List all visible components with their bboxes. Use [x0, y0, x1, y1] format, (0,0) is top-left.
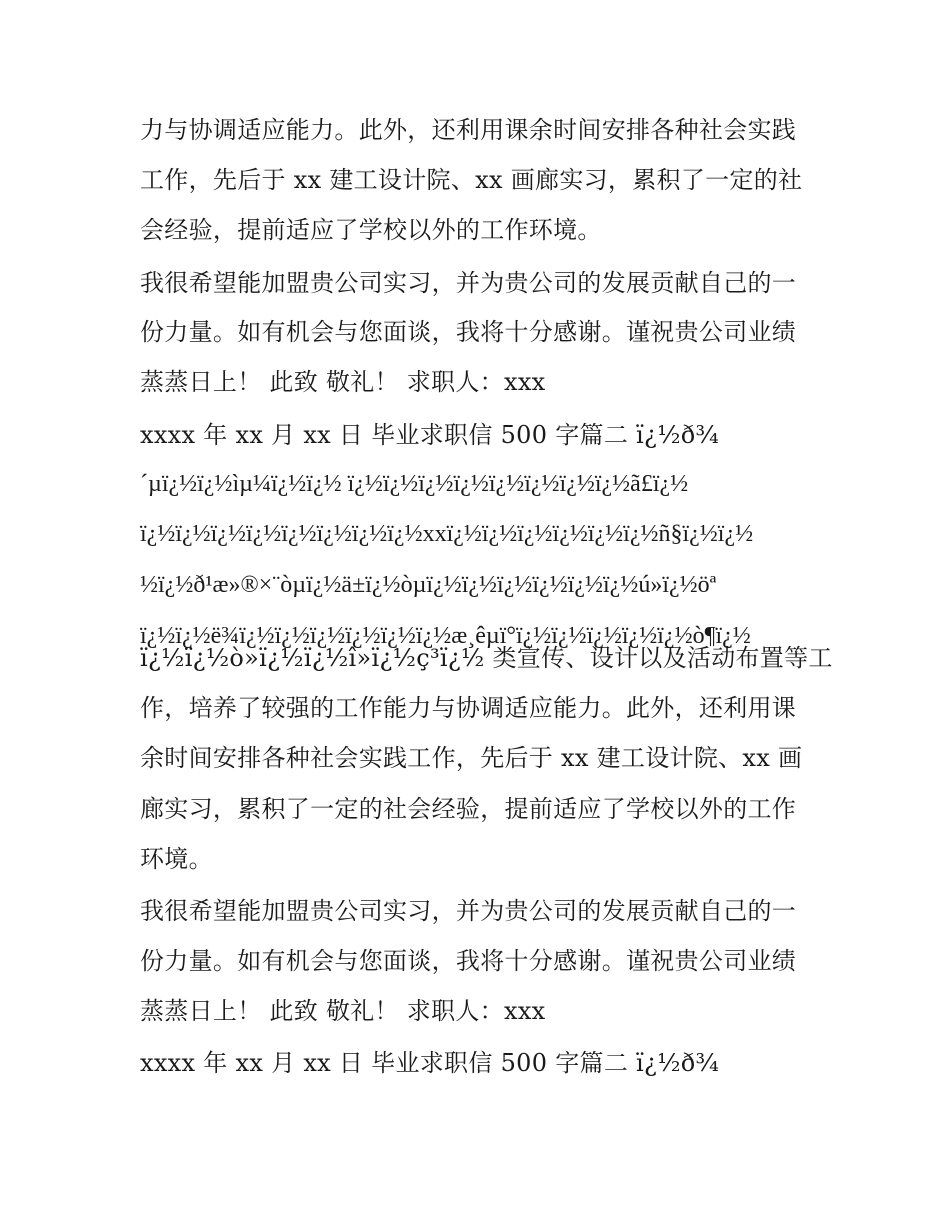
- garbled-text-line: ï¿½ï¿½ï¿½ï¿½ï¿½ï¿½ï¿½ï¿½xxï¿½ï¿½ï¿½ï¿½ï¿½ï¿½ñ§ï¿½ï¿½: [140, 521, 754, 547]
- text-line: 我很希望能加盟贵公司实习，并为贵公司的发展贡献自己的一: [140, 897, 797, 925]
- text-line: 工作，先后于 xx 建工设计院、xx 画廊实习，累积了一定的社: [140, 166, 803, 194]
- text-line: 会经验，提前适应了学校以外的工作环境。: [140, 216, 602, 244]
- text-line: 份力量。如有机会与您面谈，我将十分感谢。谨祝贵公司业绩: [140, 318, 797, 346]
- text-line: 廊实习，累积了一定的社会经验，提前适应了学校以外的工作: [140, 795, 797, 823]
- text-line: xxxx 年 xx 月 xx 日 毕业求职信 500 字篇二 ï¿½ð¾: [140, 421, 720, 449]
- text-line: 余时间安排各种社会实践工作，先后于 xx 建工设计院、xx 画: [140, 744, 803, 772]
- text-line: 我很希望能加盟贵公司实习，并为贵公司的发展贡献自己的一: [140, 269, 797, 297]
- text-line: 环境。: [140, 845, 213, 873]
- garbled-text-line: ´µï¿½ï¿½ìµ¼ï¿½ï¿½ ï¿½ï¿½ï¿½ï¿½ï¿½ï¿½ï¿½ï¿½ã£ï¿½: [140, 471, 689, 497]
- text-line: 作，培养了较强的工作能力与协调适应能力。此外，还利用课: [140, 694, 797, 722]
- garbled-text-line: ½ï¿½ð¹æ»®×¨òµï¿½ä±ï¿½òµï¿½ï¿½ï¿½ï¿½ï¿½ï¿½ú»ï¿½öª: [140, 572, 717, 598]
- text-line: 蒸蒸日上！ 此致 敬礼！ 求职人：xxx: [140, 997, 546, 1025]
- text-line: 蒸蒸日上！ 此致 敬礼！ 求职人：xxx: [140, 368, 546, 396]
- text-line: ï¿½ï¿½ò»ï¿½ï¿½î»ï¿½ç³ï¿½ 类宣传、设计以及活动布置等工: [140, 644, 833, 672]
- garbled-text-line: ï¿½ï¿½ë¾ï¿½ï¿½ï¿½ï¿½ï¿½ï¿½æ¸êµï°ï¿½ï¿½ï¿½ï¿½ï¿½ò¶ï¿½: [140, 623, 751, 649]
- text-line: xxxx 年 xx 月 xx 日 毕业求职信 500 字篇二 ï¿½ð¾: [140, 1049, 720, 1077]
- text-line: 力与协调适应能力。此外，还利用课余时间安排各种社会实践: [140, 116, 797, 144]
- text-line: 份力量。如有机会与您面谈，我将十分感谢。谨祝贵公司业绩: [140, 947, 797, 975]
